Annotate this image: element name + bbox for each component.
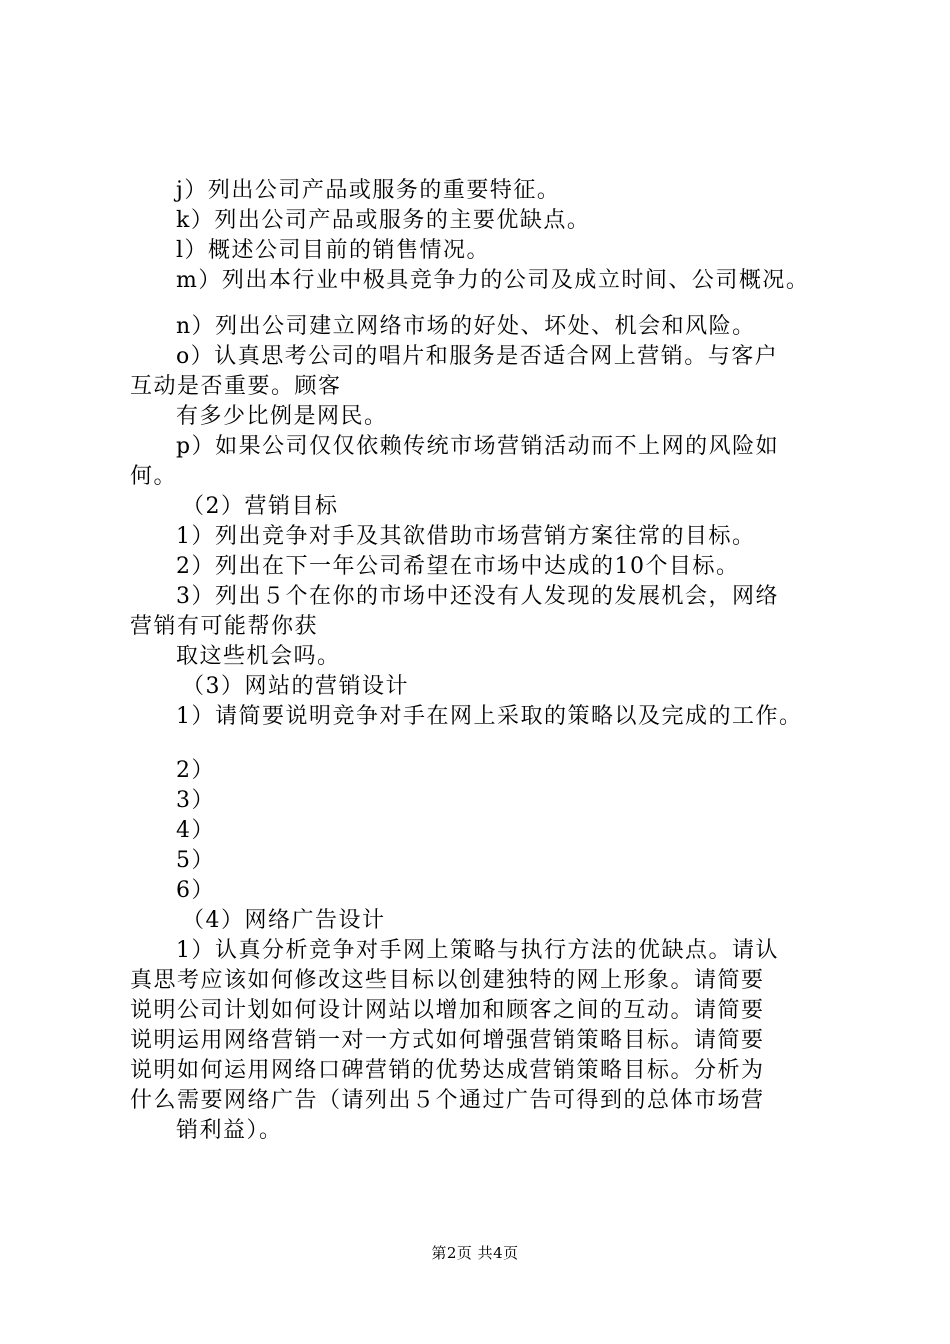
text-line: 6） (176, 878, 215, 903)
section-heading: （2）营销目标 (182, 494, 339, 519)
page-number-label: 第2页 共4页 (431, 1244, 519, 1262)
text-line: 3） (176, 788, 215, 813)
text-line: 5） (176, 848, 215, 873)
text-line: 1）请简要说明竞争对手在网上采取的策略以及完成的工作。 (176, 704, 803, 729)
text-line: 说明运用网络营销一对一方式如何增强营销策略目标。请简要 (130, 1028, 765, 1053)
text-line: 有多少比例是网民。 (176, 404, 388, 429)
text-line: 2）列出在下一年公司希望在市场中达成的10个目标。 (176, 554, 740, 579)
text-line: 互动是否重要。顾客 (130, 374, 342, 399)
page-footer (0, 1243, 950, 1263)
text-line: 3）列出５个在你的市场中还没有人发现的发展机会，网络 (176, 584, 779, 609)
paragraph-gap (130, 732, 850, 756)
text-line: 取这些机会吗。 (176, 644, 341, 669)
text-line: p）如果公司仅仅依赖传统市场营销活动而不上网的风险如 (176, 434, 780, 459)
text-line: 说明如何运用网络口碑营销的优势达成营销策略目标。分析为 (130, 1058, 765, 1083)
text-line: n）列出公司建立网络市场的好处、坏处、机会和风险。 (176, 314, 756, 339)
text-line: l）概述公司目前的销售情况。 (176, 238, 491, 263)
section-heading: （4）网络广告设计 (182, 908, 386, 933)
text-line: m）列出本行业中极具竞争力的公司及成立时间、公司概况。 (176, 268, 810, 293)
text-line: 1）列出竞争对手及其欲借助市场营销方案往常的目标。 (176, 524, 756, 549)
text-line: 真思考应该如何修改这些目标以创建独特的网上形象。请简要 (130, 968, 765, 993)
text-line: 1）认真分析竞争对手网上策略与执行方法的优缺点。请认 (176, 938, 779, 963)
paragraph-gap (130, 296, 850, 312)
text-line: 4） (176, 818, 215, 843)
section-heading: （3）网站的营销设计 (182, 674, 409, 699)
text-line: j）列出公司产品或服务的重要特征。 (176, 178, 561, 203)
document-body (130, 176, 850, 1146)
text-line: 销利益）。 (176, 1118, 283, 1143)
text-line: 营销有可能帮你获 (130, 614, 319, 639)
text-line: 何。 (130, 464, 178, 489)
text-line: 什么需要网络广告（请列出５个通过广告可得到的总体市场营 (130, 1088, 765, 1113)
text-line: k）列出公司产品或服务的主要优缺点。 (176, 208, 591, 233)
text-line: 说明公司计划如何设计网站以增加和顾客之间的互动。请简要 (130, 998, 765, 1023)
text-line: o）认真思考公司的唱片和服务是否适合网上营销。与客户 (176, 344, 779, 369)
text-line: 2） (176, 758, 215, 783)
